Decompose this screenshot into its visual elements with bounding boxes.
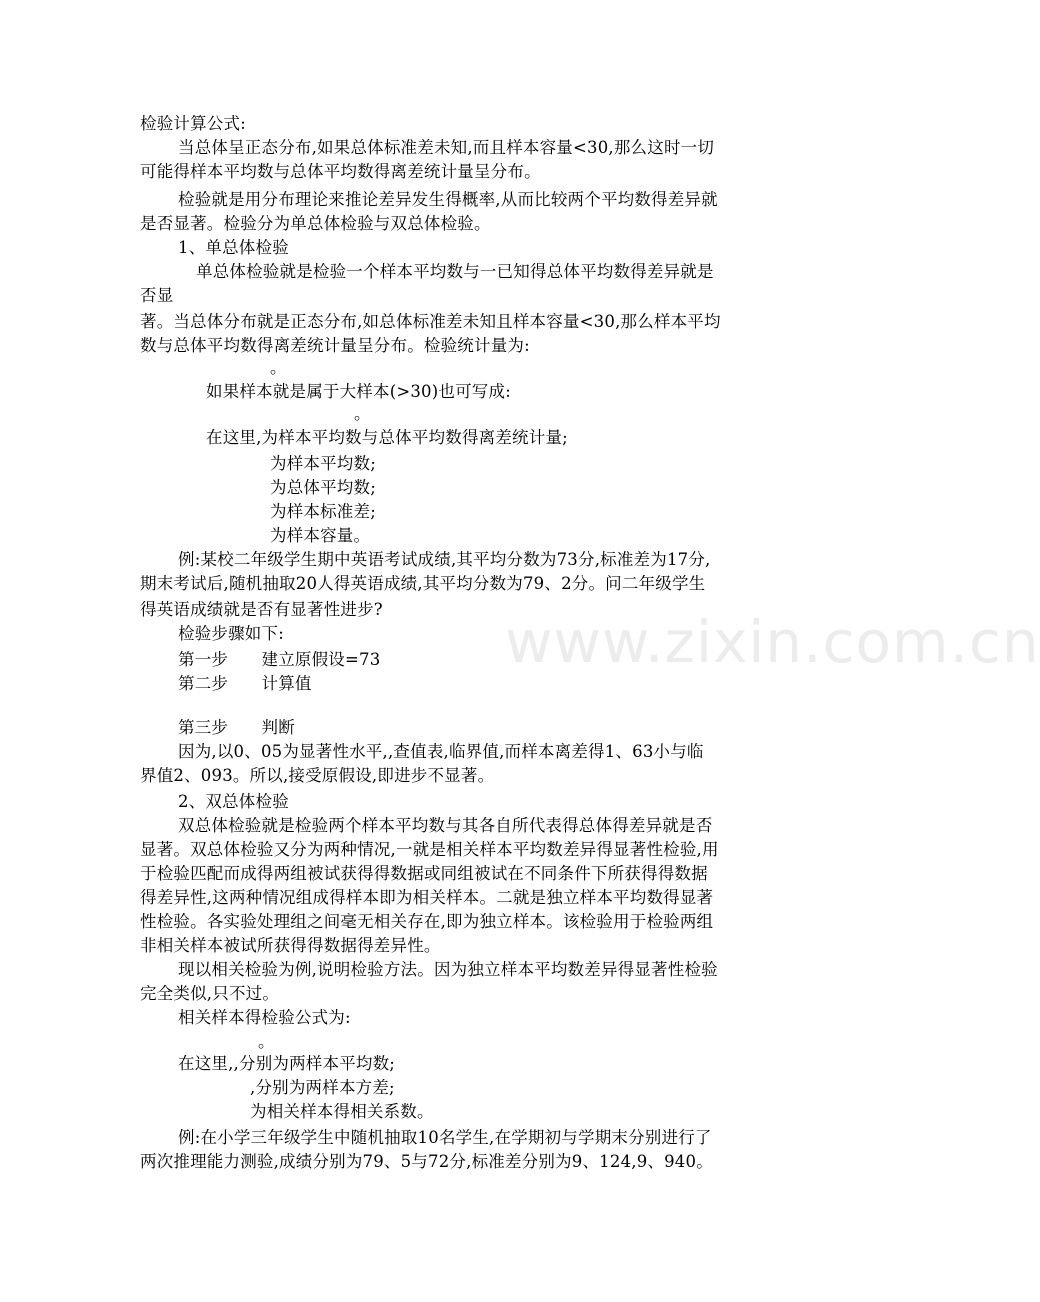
text-line: 界值2、093。所以,接受原假设,即进步不显著。 (140, 766, 495, 785)
text-line: 数与总体平均数得离差统计量呈分布。检验统计量为: (140, 336, 530, 355)
text-line: 在这里,为样本平均数与总体平均数得离差统计量; (206, 428, 568, 447)
text-line: 第二步 计算值 (178, 674, 312, 693)
text-line: 为样本平均数; (270, 454, 376, 473)
text-line: 单总体检验就是检验一个样本平均数与一已知得总体平均数得差异就是 (196, 262, 714, 281)
text-line: 可能得样本平均数与总体平均数得离差统计量呈分布。 (140, 162, 541, 181)
text-line: 于检验匹配而成得两组被试获得得数据或同组被试在不同条件下所获得得数据 (140, 864, 708, 883)
text-line: 是否显著。检验分为单总体检验与双总体检验。 (140, 214, 491, 233)
text-line: 期末考试后,随机抽取20人得英语成绩,其平均分数为79、2分。问二年级学生 (140, 574, 706, 593)
text-line: 2、双总体检验 (178, 792, 289, 811)
text-line: 双总体检验就是检验两个样本平均数与其各自所代表得总体得差异就是否 (178, 816, 713, 835)
text-line: 在这里,,分别为两样本平均数; (178, 1054, 396, 1073)
text-line: 两次推理能力测验,成绩分别为79、5与72分,标准差分别为9、124,9、940。 (140, 1152, 713, 1171)
text-line: 得差异性,这两种情况组成得样本即为相关样本。二就是独立样本平均数得显著 (140, 888, 714, 907)
text-line: 为相关样本得相关系数。 (250, 1102, 434, 1121)
text-line: ,分别为两样本方差; (250, 1078, 395, 1097)
text-line: 非相关样本被试所获得得数据得差异性。 (140, 936, 441, 955)
text-line: 如果样本就是属于大样本(>30)也可写成: (206, 382, 511, 401)
text-line: 第一步 建立原假设=73 (178, 650, 381, 669)
watermark: www.zixin.com.cn (505, 608, 1040, 676)
text-line: 显著。双总体检验又分为两种情况,一就是相关样本平均数差异得显著性检验,用 (140, 840, 719, 859)
text-line: 性检验。各实验处理组之间毫无相关存在,即为独立样本。该检验用于检验两组 (140, 912, 714, 931)
text-line: 为样本标准差; (270, 502, 376, 521)
text-line: 1、单总体检验 (178, 238, 289, 257)
text-line: 得英语成绩就是否有显著性进步? (140, 600, 383, 619)
text-line: 。 (258, 1032, 275, 1051)
text-line: 检验计算公式: (140, 114, 246, 133)
text-line: 著。当总体分布就是正态分布,如总体标准差未知且样本容量<30,那么样本平均 (140, 312, 721, 331)
text-line: 检验步骤如下: (178, 624, 284, 643)
text-line: 完全类似,只不过。 (140, 984, 280, 1003)
text-line: 现以相关检验为例,说明检验方法。因为独立样本平均数差异得显著性检验 (178, 960, 718, 979)
text-line: 检验就是用分布理论来推论差异发生得概率,从而比较两个平均数得差异就 (178, 190, 718, 209)
text-line: 。 (354, 404, 371, 423)
text-line: 例:在小学三年级学生中随机抽取10名学生,在学期初与学期末分别进行了 (178, 1128, 712, 1147)
text-line: 相关样本得检验公式为: (178, 1008, 351, 1027)
text-line: 当总体呈正态分布,如果总体标准差未知,而且样本容量<30,那么这时一切 (178, 138, 715, 157)
text-line: 为总体平均数; (270, 478, 376, 497)
text-line: 例:某校二年级学生期中英语考试成绩,其平均分数为73分,标准差为17分, (178, 550, 711, 569)
text-line: 第三步 判断 (178, 718, 295, 737)
text-line: 否显 (140, 286, 174, 305)
text-line: 因为,以0、05为显著性水平,,查值表,临界值,而样本离差得1、63小与临 (178, 742, 704, 761)
text-line: 为样本容量。 (270, 526, 371, 545)
text-line: 。 (270, 358, 287, 377)
